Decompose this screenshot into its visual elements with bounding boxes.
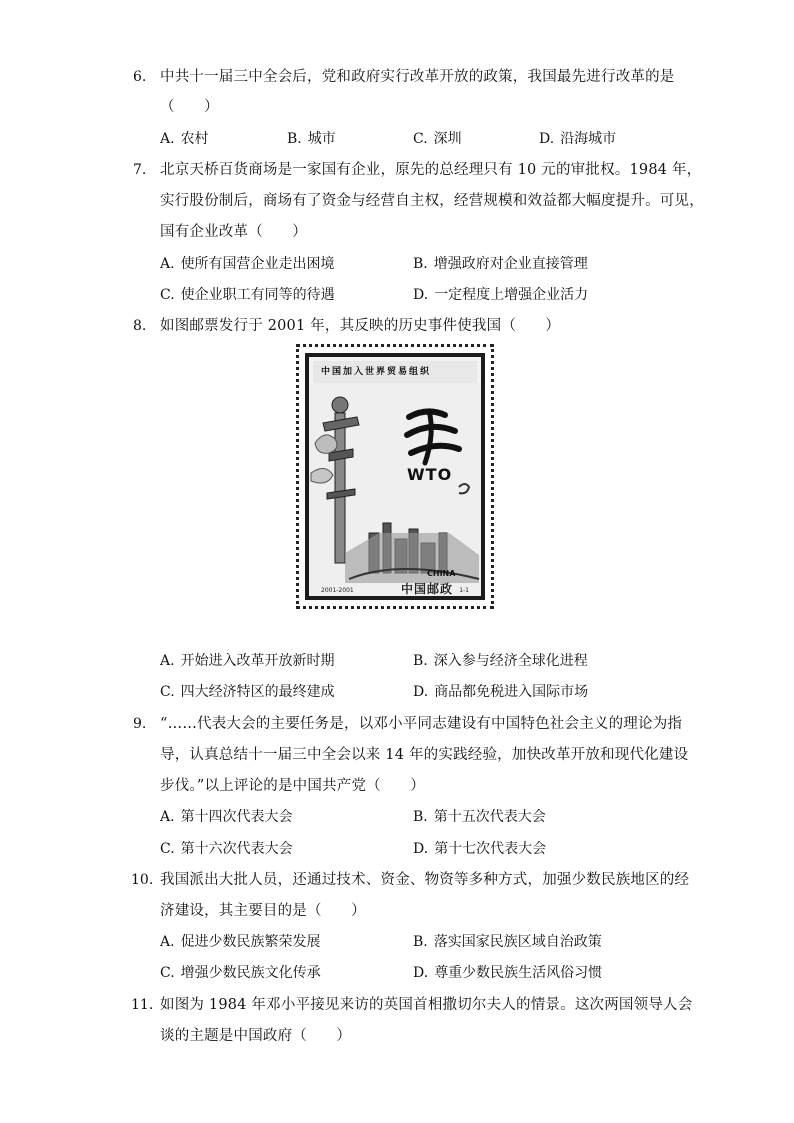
option-d: D. 商品都免税进入国际市场 — [413, 684, 589, 700]
stamp-illustration — [309, 383, 485, 600]
question-number: 7. — [133, 162, 147, 178]
option-d: D. 第十七次代表大会 — [413, 841, 547, 857]
option-b: B. 深入参与经济全球化进程 — [413, 653, 588, 669]
question-text-line: 谈的主题是中国政府（ ） — [160, 1028, 352, 1044]
option-b: B. 第十五次代表大会 — [413, 809, 546, 825]
question-text-line: 实行股份制后，商场有了资金与经营自主权，经营规模和效益都大幅度提升。可见， — [160, 193, 704, 209]
stamp-number: 1-1 — [459, 587, 469, 594]
option-d: D. 一定程度上增强企业活力 — [413, 287, 589, 303]
option-c: C. 增强少数民族文化传承 — [160, 965, 321, 981]
option-d: D. 沿海城市 — [539, 131, 617, 147]
option-a: A. 第十四次代表大会 — [160, 809, 293, 825]
question-text-line: 如图为 1984 年邓小平接见来访的英国首相撒切尔夫人的情景。这次两国领导人会 — [160, 997, 693, 1013]
question-number: 9. — [133, 716, 147, 732]
option-c: C. 深圳 — [413, 131, 462, 147]
question-text-line: 如图邮票发行于 2001 年，其反映的历史事件使我国（ ） — [160, 318, 561, 334]
stamp-country-en: CHINA — [427, 569, 456, 578]
question-text-line: 步伐。”以上评论的是中国共产党（ ） — [160, 778, 425, 794]
question-text-line: 济建设，其主要目的是（ ） — [160, 903, 366, 919]
wto-stamp-image — [296, 344, 494, 609]
question-number: 8. — [133, 318, 147, 334]
question-text-line: “……代表大会的主要任务是，以邓小平同志建设有中国特色社会主义的理论为指 — [160, 716, 683, 732]
option-c: C. 第十六次代表大会 — [160, 841, 293, 857]
option-c: C. 四大经济特区的最终建成 — [160, 684, 335, 700]
question-number: 10. — [131, 872, 154, 888]
question-number: 6. — [133, 69, 147, 85]
option-b: B. 城市 — [287, 131, 336, 147]
stamp-frame — [305, 353, 485, 600]
option-d: D. 尊重少数民族生活风俗习惯 — [413, 965, 603, 981]
stamp-country-cn: 中国邮政 — [401, 582, 454, 596]
question-text-line: （ ） — [160, 99, 219, 115]
question-number: 11. — [131, 997, 154, 1013]
option-b: B. 增强政府对企业直接管理 — [413, 256, 588, 272]
stamp-serial: 2001-2001 — [321, 587, 354, 594]
option-a: A. 开始进入改革开放新时期 — [160, 653, 335, 669]
option-b: B. 落实国家民族区域自治政策 — [413, 934, 602, 950]
stamp-footer — [309, 586, 481, 596]
stamp-title: 中国加入世界贸易组织 — [313, 361, 477, 383]
question-text-line: 国有企业改革（ ） — [160, 224, 307, 240]
question-text-line: 中共十一届三中全会后，党和政府实行改革开放的政策，我国最先进行改革的是 — [160, 69, 675, 85]
question-text-line: 北京天桥百货商场是一家国有企业，原先的总经理只有 10 元的审批权。1984 年， — [160, 162, 702, 178]
option-a: A. 使所有国营企业走出困境 — [160, 256, 335, 272]
question-text-line: 导，认真总结十一届三中全会以来 14 年的实践经验，加快改革开放和现代化建设 — [160, 747, 689, 763]
question-text-line: 我国派出大批人员，还通过技术、资金、物资等多种方式，加强少数民族地区的经 — [160, 872, 690, 888]
option-a: A. 促进少数民族繁荣发展 — [160, 934, 321, 950]
option-c: C. 使企业职工有同等的待遇 — [160, 287, 335, 303]
option-a: A. 农村 — [160, 131, 209, 147]
wto-logo-text: WTO — [407, 465, 453, 484]
